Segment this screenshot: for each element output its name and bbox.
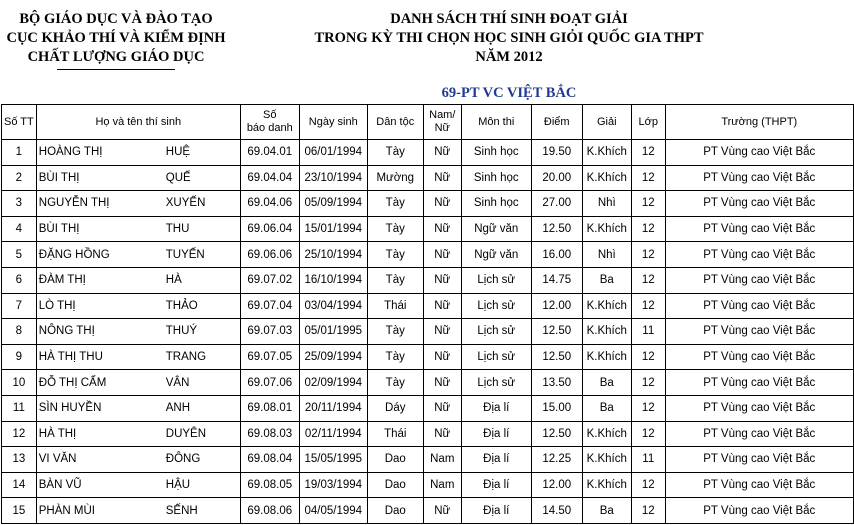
cell-sex: Nữ xyxy=(423,395,461,421)
cell-sex: Nữ xyxy=(423,421,461,447)
cell-dob: 23/10/1994 xyxy=(299,165,367,191)
cell-school: PT Vùng cao Việt Bắc xyxy=(665,216,853,242)
cell-prize: Ba xyxy=(582,498,631,524)
given-name: HÀ xyxy=(165,274,182,287)
given-name: DUYÊN xyxy=(165,427,207,440)
cell-subject: Sinh học xyxy=(461,191,531,217)
cell-grade: 12 xyxy=(631,421,665,447)
cell-subject: Lịch sử xyxy=(461,293,531,319)
cell-sbd: 69.06.04 xyxy=(240,216,299,242)
cell-ethnic: Dáy xyxy=(367,395,423,421)
cell-grade: 12 xyxy=(631,140,665,166)
given-name: ĐÔNG xyxy=(165,453,201,466)
cell-grade: 11 xyxy=(631,319,665,345)
cell-prize: K.Khích xyxy=(582,293,631,319)
cell-name xyxy=(36,472,240,498)
cell-prize: Ba xyxy=(582,370,631,396)
cell-prize: Nhì xyxy=(582,242,631,268)
cell-sbd: 69.06.06 xyxy=(240,242,299,268)
cell-dob: 02/11/1994 xyxy=(299,421,367,447)
awards-table xyxy=(1,104,854,524)
cell-prize: K.Khích xyxy=(582,319,631,345)
cell-school: PT Vùng cao Việt Bắc xyxy=(665,421,853,447)
cell-name xyxy=(36,370,240,396)
cell-stt: 3 xyxy=(2,191,37,217)
cell-ethnic: Tày xyxy=(367,242,423,268)
given-name: THU xyxy=(165,223,190,236)
cell-sex: Nữ xyxy=(423,165,461,191)
col-header-sex: Nam/ Nữ xyxy=(423,105,461,140)
cell-ethnic: Tày xyxy=(367,319,423,345)
table-row xyxy=(2,395,854,421)
cell-prize: Nhì xyxy=(582,191,631,217)
cell-stt: 13 xyxy=(2,447,37,473)
issuer-header xyxy=(0,10,232,70)
family-middle-name: HÀ THỊ xyxy=(38,427,77,440)
cell-subject: Địa lí xyxy=(461,498,531,524)
family-middle-name: LÒ THỊ xyxy=(38,299,76,312)
cell-dob: 15/01/1994 xyxy=(299,216,367,242)
cell-name xyxy=(36,421,240,447)
cell-ethnic: Tày xyxy=(367,216,423,242)
cell-sbd: 69.08.06 xyxy=(240,498,299,524)
cell-grade: 12 xyxy=(631,165,665,191)
title-line-1: DANH SÁCH THÍ SINH ĐOẠT GIẢI xyxy=(390,11,628,27)
cell-stt: 4 xyxy=(2,216,37,242)
cell-school: PT Vùng cao Việt Bắc xyxy=(665,242,853,268)
cell-school: PT Vùng cao Việt Bắc xyxy=(665,447,853,473)
cell-subject: Lịch sử xyxy=(461,370,531,396)
cell-ethnic: Tày xyxy=(367,344,423,370)
cell-dob: 20/11/1994 xyxy=(299,395,367,421)
cell-grade: 12 xyxy=(631,344,665,370)
col-header-score: Điểm xyxy=(531,105,582,140)
cell-name xyxy=(36,140,240,166)
issuer-line-1: BỘ GIÁO DỤC VÀ ĐÀO TẠO xyxy=(19,11,213,27)
cell-stt: 9 xyxy=(2,344,37,370)
family-middle-name: HÀ THỊ THU xyxy=(38,351,103,364)
cell-sbd: 69.08.05 xyxy=(240,472,299,498)
cell-prize: K.Khích xyxy=(582,344,631,370)
given-name: HUỆ xyxy=(165,146,191,159)
cell-prize: K.Khích xyxy=(582,472,631,498)
cell-score: 12.00 xyxy=(531,472,582,498)
cell-sex: Nữ xyxy=(423,370,461,396)
cell-school: PT Vùng cao Việt Bắc xyxy=(665,267,853,293)
col-header-name: Họ và tên thí sinh xyxy=(36,105,240,140)
cell-name xyxy=(36,267,240,293)
cell-ethnic: Tày xyxy=(367,370,423,396)
cell-sex: Nữ xyxy=(423,242,461,268)
family-middle-name: ĐÀM THỊ xyxy=(38,274,86,287)
cell-ethnic: Mường xyxy=(367,165,423,191)
cell-subject: Lịch sử xyxy=(461,344,531,370)
table-row xyxy=(2,267,854,293)
table-row xyxy=(2,242,854,268)
cell-stt: 11 xyxy=(2,395,37,421)
cell-score: 16.00 xyxy=(531,242,582,268)
table-row xyxy=(2,472,854,498)
table-row xyxy=(2,293,854,319)
cell-school: PT Vùng cao Việt Bắc xyxy=(665,370,853,396)
cell-score: 12.50 xyxy=(531,344,582,370)
cell-dob: 15/05/1995 xyxy=(299,447,367,473)
given-name: TRANG xyxy=(165,351,207,364)
cell-school: PT Vùng cao Việt Bắc xyxy=(665,344,853,370)
cell-sbd: 69.07.06 xyxy=(240,370,299,396)
family-middle-name: NGUYỄN THỊ xyxy=(38,197,110,210)
cell-grade: 12 xyxy=(631,267,665,293)
cell-sex: Nữ xyxy=(423,267,461,293)
cell-school: PT Vùng cao Việt Bắc xyxy=(665,140,853,166)
cell-school: PT Vùng cao Việt Bắc xyxy=(665,293,853,319)
cell-dob: 25/10/1994 xyxy=(299,242,367,268)
family-middle-name: NÔNG THỊ xyxy=(38,325,95,338)
cell-name xyxy=(36,319,240,345)
cell-school: PT Vùng cao Việt Bắc xyxy=(665,165,853,191)
table-row xyxy=(2,165,854,191)
cell-ethnic: Tày xyxy=(367,140,423,166)
cell-sex: Nam xyxy=(423,447,461,473)
cell-dob: 19/03/1994 xyxy=(299,472,367,498)
col-header-sbd: Số báo danh xyxy=(240,105,299,140)
table-row xyxy=(2,191,854,217)
given-name: XUYẾN xyxy=(165,197,206,210)
cell-prize: K.Khích xyxy=(582,165,631,191)
cell-grade: 12 xyxy=(631,216,665,242)
cell-dob: 05/01/1995 xyxy=(299,319,367,345)
cell-subject: Địa lí xyxy=(461,421,531,447)
cell-school: PT Vùng cao Việt Bắc xyxy=(665,319,853,345)
title-line-2: TRONG KỲ THI CHỌN HỌC SINH GIỎI QUỐC GIA THPT xyxy=(314,30,704,46)
given-name: THẢO xyxy=(165,299,198,312)
family-middle-name: ĐỖ THỊ CẨM xyxy=(38,376,107,389)
family-middle-name: SÌN HUYỀN xyxy=(38,402,102,415)
family-middle-name: PHÀN MÙI xyxy=(38,504,95,517)
table-row xyxy=(2,216,854,242)
cell-prize: K.Khích xyxy=(582,447,631,473)
cell-name xyxy=(36,191,240,217)
given-name: ANH xyxy=(165,402,191,415)
cell-score: 19.50 xyxy=(531,140,582,166)
table-row xyxy=(2,447,854,473)
cell-grade: 12 xyxy=(631,395,665,421)
table-row xyxy=(2,498,854,524)
cell-grade: 11 xyxy=(631,447,665,473)
col-header-grade: Lớp xyxy=(631,105,665,140)
cell-name xyxy=(36,344,240,370)
cell-sbd: 69.08.04 xyxy=(240,447,299,473)
col-header-ethnic: Dân tộc xyxy=(367,105,423,140)
table-row xyxy=(2,319,854,345)
cell-sbd: 69.08.03 xyxy=(240,421,299,447)
cell-dob: 04/05/1994 xyxy=(299,498,367,524)
cell-sex: Nữ xyxy=(423,498,461,524)
cell-subject: Sinh học xyxy=(461,165,531,191)
school-code: 69-PT VC VIỆT BẮC xyxy=(441,85,577,101)
family-middle-name: BÙI THỊ xyxy=(38,223,80,236)
cell-sbd: 69.04.01 xyxy=(240,140,299,166)
cell-name xyxy=(36,293,240,319)
issuer-line-3: CHẤT LƯỢNG GIÁO DỤC xyxy=(27,49,205,65)
cell-sex: Nữ xyxy=(423,344,461,370)
cell-score: 12.50 xyxy=(531,319,582,345)
cell-stt: 7 xyxy=(2,293,37,319)
cell-grade: 12 xyxy=(631,472,665,498)
cell-ethnic: Dao xyxy=(367,447,423,473)
cell-prize: K.Khích xyxy=(582,216,631,242)
cell-dob: 16/10/1994 xyxy=(299,267,367,293)
cell-prize: Ba xyxy=(582,267,631,293)
cell-stt: 15 xyxy=(2,498,37,524)
cell-stt: 8 xyxy=(2,319,37,345)
cell-score: 12.25 xyxy=(531,447,582,473)
cell-school: PT Vùng cao Việt Bắc xyxy=(665,395,853,421)
cell-score: 20.00 xyxy=(531,165,582,191)
cell-ethnic: Tày xyxy=(367,191,423,217)
cell-name xyxy=(36,165,240,191)
cell-score: 14.75 xyxy=(531,267,582,293)
cell-grade: 12 xyxy=(631,498,665,524)
issuer-line-2: CỤC KHẢO THÍ VÀ KIỂM ĐỊNH xyxy=(6,30,226,46)
cell-dob: 25/09/1994 xyxy=(299,344,367,370)
cell-subject: Ngữ văn xyxy=(461,242,531,268)
cell-stt: 12 xyxy=(2,421,37,447)
cell-subject: Địa lí xyxy=(461,472,531,498)
cell-sbd: 69.07.05 xyxy=(240,344,299,370)
cell-sex: Nữ xyxy=(423,319,461,345)
cell-dob: 06/01/1994 xyxy=(299,140,367,166)
given-name: HẬU xyxy=(165,479,191,492)
col-header-subject: Môn thi xyxy=(461,105,531,140)
cell-grade: 12 xyxy=(631,191,665,217)
cell-stt: 1 xyxy=(2,140,37,166)
cell-subject: Địa lí xyxy=(461,447,531,473)
cell-score: 15.00 xyxy=(531,395,582,421)
cell-sex: Nữ xyxy=(423,293,461,319)
cell-stt: 10 xyxy=(2,370,37,396)
cell-dob: 02/09/1994 xyxy=(299,370,367,396)
family-middle-name: HOÀNG THỊ xyxy=(38,146,103,159)
cell-stt: 6 xyxy=(2,267,37,293)
cell-ethnic: Tày xyxy=(367,267,423,293)
cell-sex: Nữ xyxy=(423,140,461,166)
cell-score: 27.00 xyxy=(531,191,582,217)
col-header-prize: Giải xyxy=(582,105,631,140)
cell-name xyxy=(36,242,240,268)
cell-score: 12.50 xyxy=(531,421,582,447)
cell-score: 14.50 xyxy=(531,498,582,524)
given-name: THUÝ xyxy=(165,325,198,338)
cell-ethnic: Dao xyxy=(367,472,423,498)
cell-dob: 05/09/1994 xyxy=(299,191,367,217)
table-row xyxy=(2,421,854,447)
cell-grade: 12 xyxy=(631,242,665,268)
given-name: TUYẾN xyxy=(165,248,205,261)
col-header-dob: Ngày sinh xyxy=(299,105,367,140)
cell-stt: 2 xyxy=(2,165,37,191)
family-middle-name: BÙI THỊ xyxy=(38,171,80,184)
cell-sbd: 69.04.04 xyxy=(240,165,299,191)
cell-school: PT Vùng cao Việt Bắc xyxy=(665,498,853,524)
cell-stt: 14 xyxy=(2,472,37,498)
cell-sbd: 69.04.06 xyxy=(240,191,299,217)
cell-grade: 12 xyxy=(631,293,665,319)
cell-name xyxy=(36,498,240,524)
table-row xyxy=(2,140,854,166)
cell-subject: Lịch sử xyxy=(461,267,531,293)
col-header-school: Trường (THPT) xyxy=(665,105,853,140)
table-row xyxy=(2,344,854,370)
cell-subject: Sinh học xyxy=(461,140,531,166)
table-row xyxy=(2,370,854,396)
cell-grade: 12 xyxy=(631,370,665,396)
title-line-3: NĂM 2012 xyxy=(475,49,543,65)
cell-subject: Địa lí xyxy=(461,395,531,421)
cell-prize: K.Khích xyxy=(582,421,631,447)
cell-school: PT Vùng cao Việt Bắc xyxy=(665,472,853,498)
cell-ethnic: Thái xyxy=(367,293,423,319)
cell-name xyxy=(36,447,240,473)
cell-score: 12.00 xyxy=(531,293,582,319)
cell-school: PT Vùng cao Việt Bắc xyxy=(665,191,853,217)
family-middle-name: ĐẶNG HỒNG xyxy=(38,248,110,261)
cell-sbd: 69.08.01 xyxy=(240,395,299,421)
cell-name xyxy=(36,395,240,421)
cell-ethnic: Dao xyxy=(367,498,423,524)
cell-subject: Lịch sử xyxy=(461,319,531,345)
cell-sbd: 69.07.03 xyxy=(240,319,299,345)
cell-name xyxy=(36,216,240,242)
document-title xyxy=(268,10,750,67)
issuer-underline xyxy=(57,69,175,70)
cell-score: 13.50 xyxy=(531,370,582,396)
cell-sbd: 69.07.04 xyxy=(240,293,299,319)
cell-prize: K.Khích xyxy=(582,140,631,166)
cell-sex: Nữ xyxy=(423,216,461,242)
cell-sbd: 69.07.02 xyxy=(240,267,299,293)
cell-dob: 03/04/1994 xyxy=(299,293,367,319)
given-name: SẾNH xyxy=(165,504,198,517)
family-middle-name: BÀN VŨ xyxy=(38,479,82,492)
cell-sex: Nữ xyxy=(423,191,461,217)
col-header-stt: Số TT xyxy=(2,105,37,140)
cell-sex: Nam xyxy=(423,472,461,498)
given-name: VÂN xyxy=(165,376,190,389)
cell-subject: Ngữ văn xyxy=(461,216,531,242)
family-middle-name: VI VĂN xyxy=(38,453,77,466)
cell-prize: Ba xyxy=(582,395,631,421)
cell-score: 12.50 xyxy=(531,216,582,242)
cell-ethnic: Thái xyxy=(367,421,423,447)
table-header-row xyxy=(2,105,854,140)
given-name: QUẾ xyxy=(165,171,191,184)
cell-stt: 5 xyxy=(2,242,37,268)
